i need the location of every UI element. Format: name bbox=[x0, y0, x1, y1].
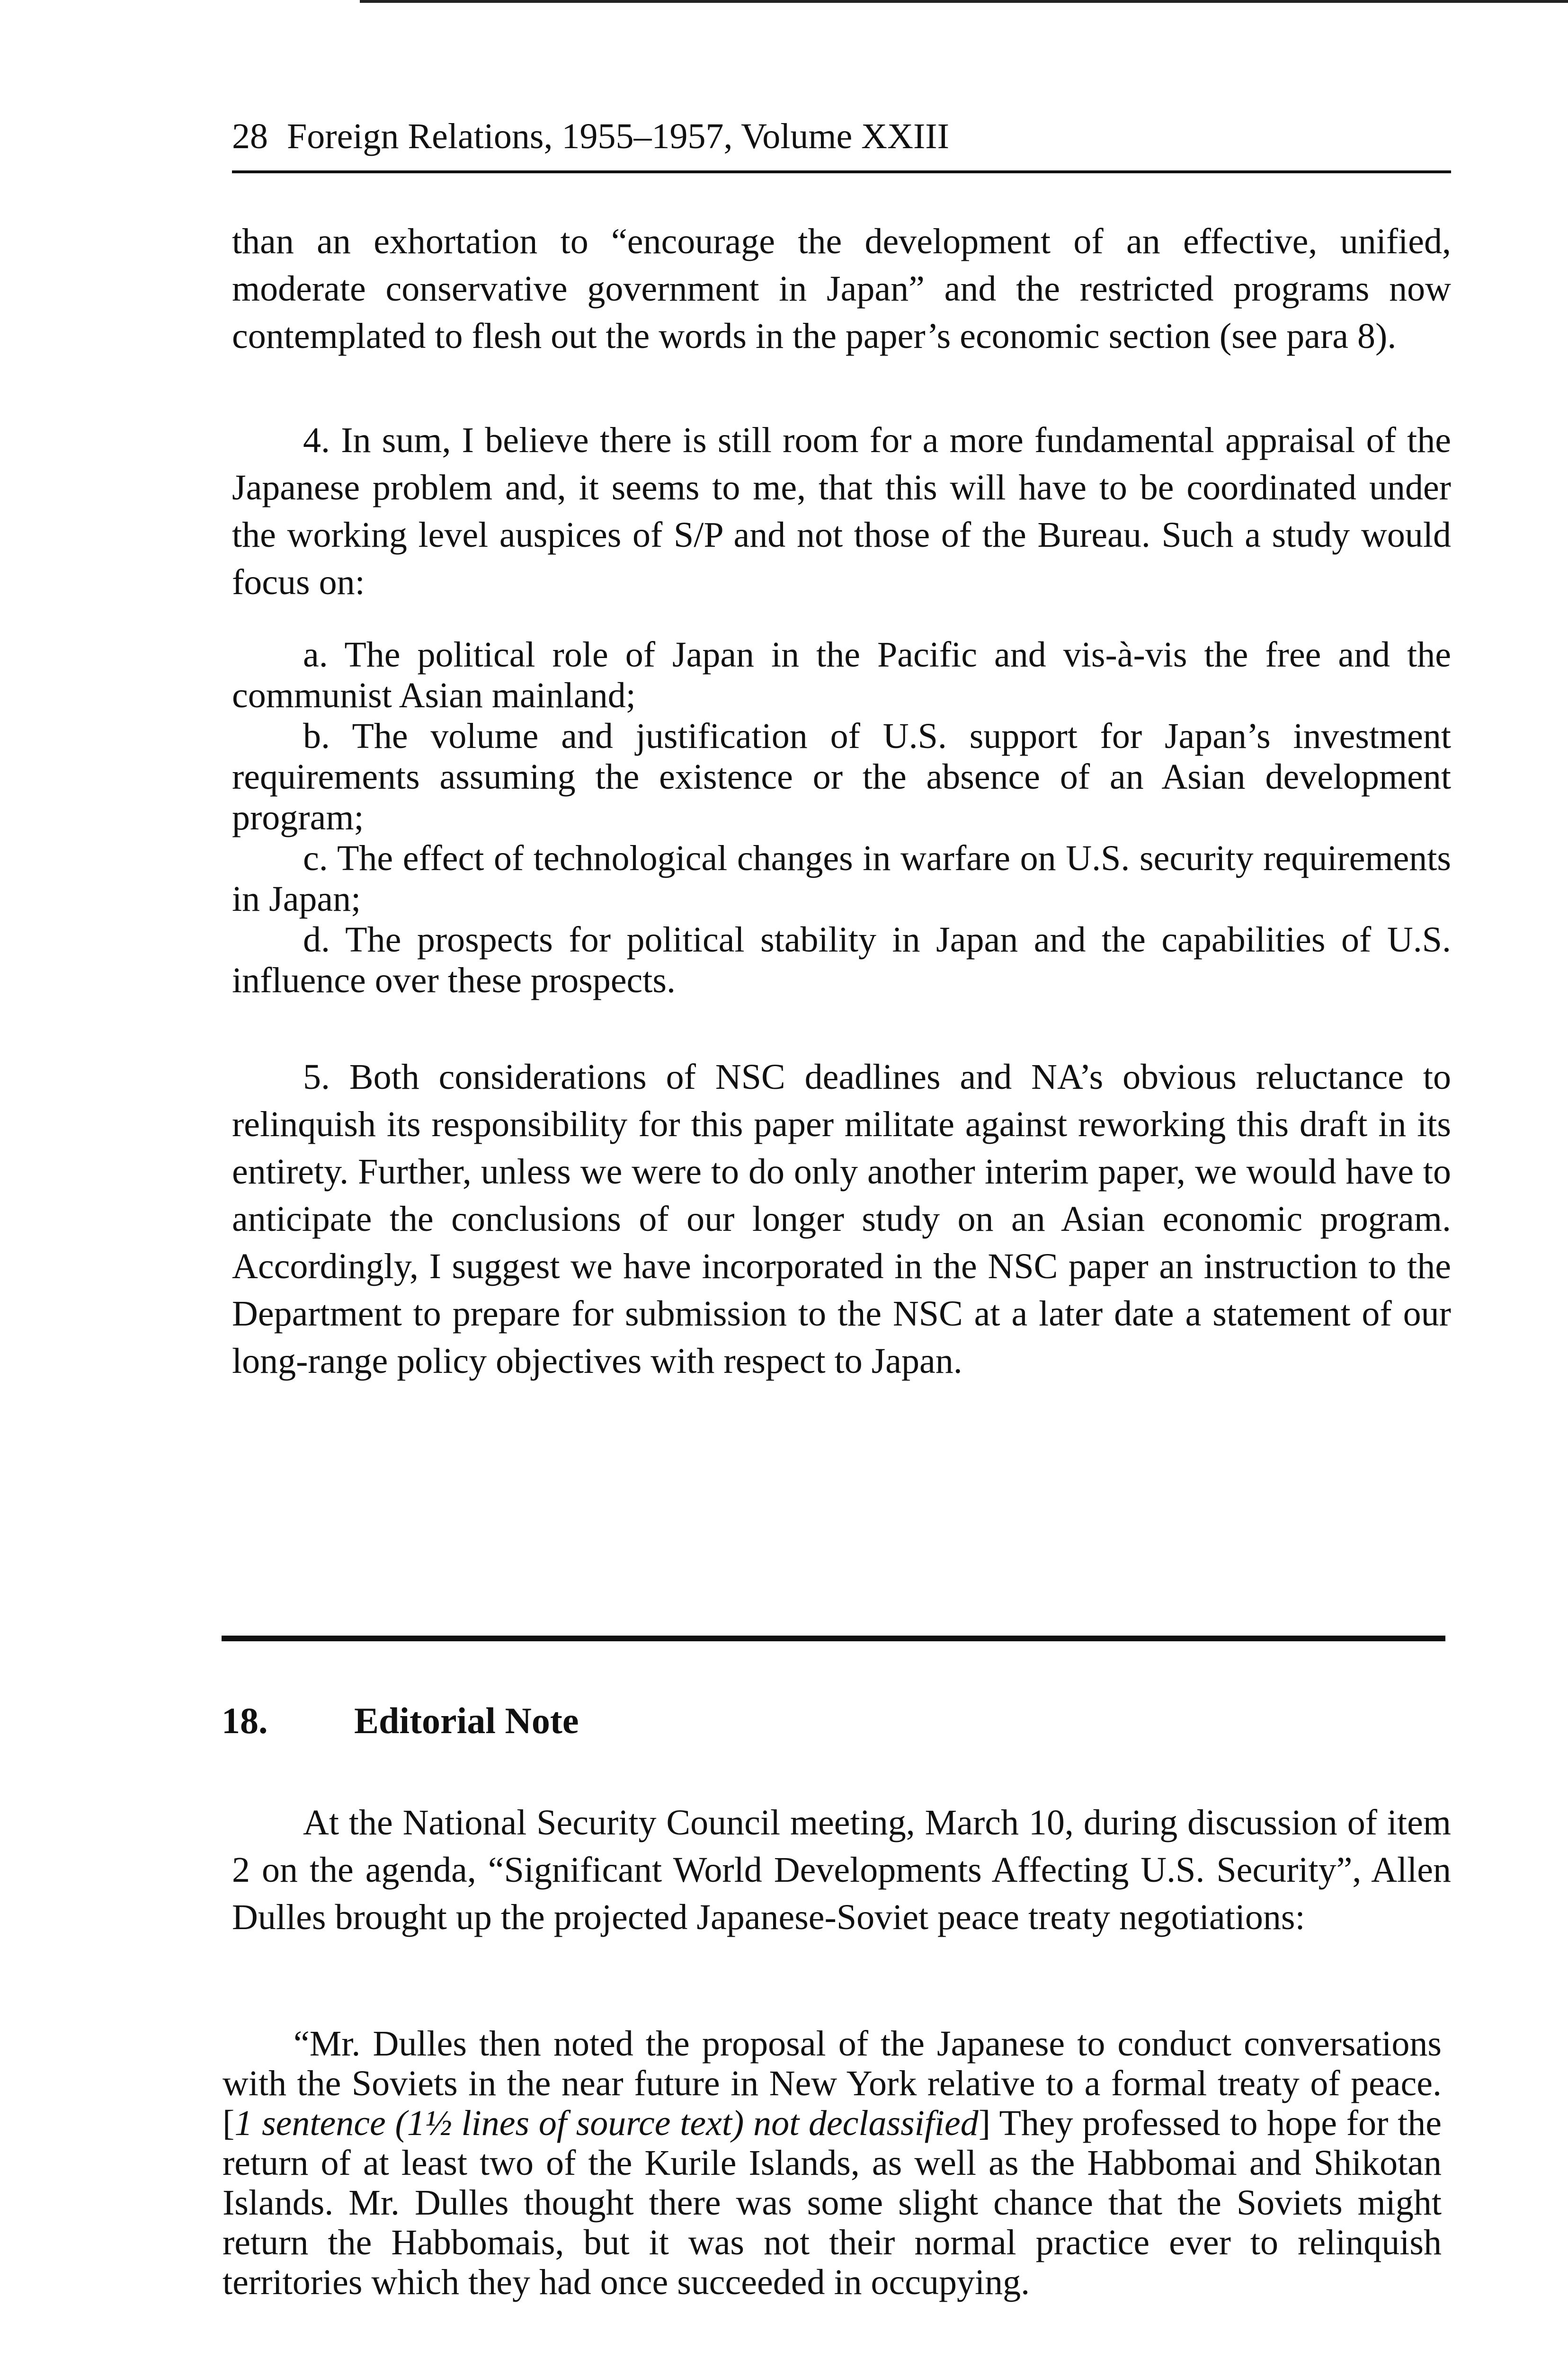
page-number: 28 bbox=[232, 116, 268, 156]
running-title: Foreign Relations, 1955–1957, Volume XXIII bbox=[287, 116, 949, 156]
study-focus-list bbox=[232, 634, 1451, 1001]
continuation-paragraph: than an exhortation to “encourage the development of an effective, unified, moderate conservative government in Japan” and the restricted programs now contemplated to flesh out the words in the paper’s economic section (see para 8). bbox=[232, 222, 1451, 356]
header-rule bbox=[232, 170, 1451, 173]
quote-part-2: ] They professed to hope for the return of at least two of the Kurile Islands, as well as the Habbomai and Shikotan Islands. Mr. Dulles thought there was some slight chance that the Soviets might return the Habbomais, but it was not their normal practice ever to relinquish territories which they had once succeeded in occupying. bbox=[223, 2103, 1442, 2302]
editorial-note-intro: At the National Security Council meeting, March 10, during discussion of item 2 on the agenda, “Significant World Developments Affecting U.S. Security”, Allen Dulles brought up the projected Japanese-Soviet peace treaty negotiations: bbox=[232, 1803, 1451, 1937]
top-edge-rule bbox=[360, 0, 1568, 3]
meeting-quote bbox=[223, 2024, 1442, 2302]
list-item: d. The prospects for political stability in Japan and the capabilities of U.S. influence over these prospects. bbox=[232, 920, 1451, 1000]
section-divider bbox=[222, 1636, 1445, 1641]
redaction-note: 1 sentence (1½ lines of source text) not declassified bbox=[234, 2103, 979, 2143]
document-title: Editorial Note bbox=[354, 1700, 579, 1741]
running-head bbox=[232, 118, 949, 154]
editorial-note-heading bbox=[222, 1700, 579, 1742]
paragraph-4: 4. In sum, I believe there is still room for a more fundamental appraisal of the Japanese problem and, it seems to me, that this will have to be coordinated under the working level auspices of S/P and not those of the Bureau. Such a study would focus on: bbox=[232, 420, 1451, 602]
list-item: a. The political role of Japan in the Pacific and vis-à-vis the free and the communist Asian mainland; bbox=[232, 635, 1451, 715]
paragraph-5: 5. Both considerations of NSC deadlines and NA’s obvious reluctance to relinquish its responsibility for this paper militate against reworking this draft in its entirety. Further, unless we were to do only another interim paper, we would have to anticipate the conclusions of our longer study on an Asian economic program. Accordingly, I suggest we have incorporated in the NSC paper an instruction to the Department to prepare for submission to the NSC at a later date a statement of our long-range policy objectives with respect to Japan. bbox=[232, 1057, 1451, 1381]
document-number: 18. bbox=[222, 1700, 268, 1741]
quote-part-1: “Mr. Dulles then noted the proposal of the Japanese to conduct conversations with the Soviets in the near future in New York relative to a formal treaty of peace. [ bbox=[223, 2024, 1442, 2143]
list-item: b. The volume and justification of U.S. support for Japan’s investment requirements assuming the existence or the absence of an Asian development program; bbox=[232, 716, 1451, 837]
list-item: c. The effect of technological changes in warfare on U.S. security requirements in Japan; bbox=[232, 838, 1451, 919]
